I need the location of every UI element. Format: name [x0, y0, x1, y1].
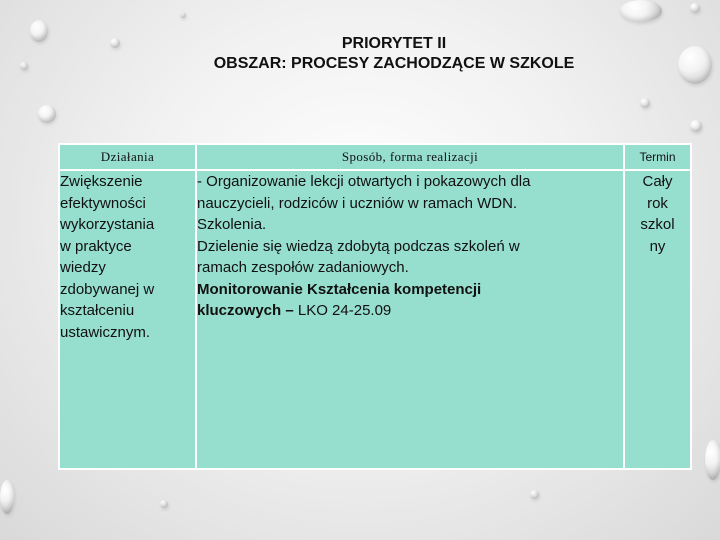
water-drop [620, 0, 662, 22]
table-row [59, 170, 691, 469]
title-line-1: PRIORYTET II [341, 35, 447, 52]
sposob-line-bold [197, 279, 623, 301]
water-drop [530, 490, 539, 499]
water-drop [38, 105, 56, 123]
table-header-row [59, 144, 691, 170]
water-drop [705, 440, 720, 480]
sposob-bold-text: Monitorowanie Kształcenia kompetencji [197, 280, 482, 298]
cell-dzialania [59, 170, 196, 469]
termin-line: szkol [640, 216, 675, 233]
termin-line: Cały [642, 173, 673, 190]
water-drop [160, 500, 168, 508]
water-drop [0, 480, 14, 514]
dzialania-line: kształceniu [60, 302, 135, 319]
dzialania-line: Zwiększenie [60, 173, 143, 190]
sposob-line: Szkolenia. [197, 216, 267, 233]
sposob-bold-text: kluczowych – [197, 302, 294, 319]
dzialania-line: efektywności [60, 194, 146, 212]
header-dzialania: Działania [59, 144, 196, 170]
header-termin: Termin [624, 144, 691, 170]
dzialania-line: wykorzystania [60, 216, 155, 233]
sposob-line: nauczycieli, rodziców i uczniów w ramach WDN. [197, 194, 518, 212]
water-drop [640, 98, 650, 108]
water-drop [690, 120, 702, 132]
plan-table [58, 143, 692, 470]
dzialania-line: zdobywanej w [60, 280, 155, 298]
termin-line: ny [649, 237, 666, 255]
slide-title [0, 34, 720, 74]
title-line-2: OBSZAR: PROCESY ZACHODZĄCE W SZKOLE [213, 55, 575, 72]
water-drop [180, 12, 186, 18]
sposob-line: - Organizowanie lekcji otwartych i pokazowych dla [197, 173, 531, 190]
cell-termin [624, 170, 691, 469]
sposob-line: ramach zespołów zadaniowych. [197, 259, 409, 276]
sposob-line: Dzielenie się wiedzą zdobytą podczas szkoleń w [197, 237, 520, 255]
water-drop [690, 3, 700, 13]
dzialania-line: wiedzy [60, 259, 106, 276]
dzialania-line: w praktyce [60, 237, 132, 255]
sposob-date-text: LKO 24-25.09 [293, 302, 392, 319]
cell-sposob [196, 170, 624, 469]
dzialania-line: ustawicznym. [60, 323, 151, 341]
header-sposob: Sposób, forma realizacji [196, 144, 624, 170]
termin-line: rok [647, 194, 668, 212]
sposob-line-mixed [197, 300, 623, 322]
